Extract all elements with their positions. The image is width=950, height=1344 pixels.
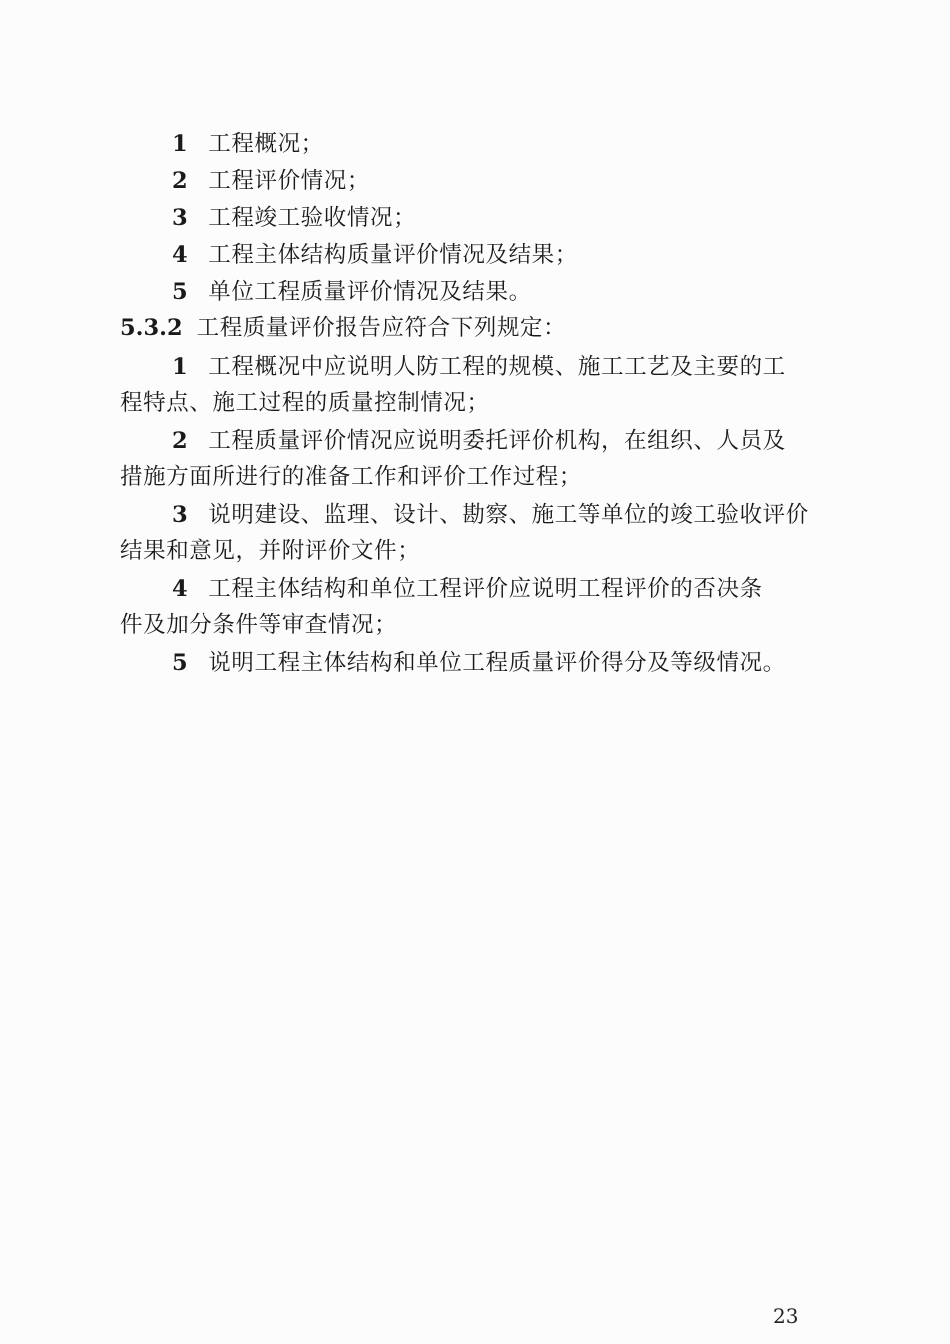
list-item-continuation (120, 388, 490, 418)
item-text: 说明建设、监理、设计、勘察、施工等单位的竣工验收评价 (208, 502, 809, 528)
item-number: 4 (172, 576, 189, 602)
list-item (172, 426, 786, 456)
list-item (172, 240, 578, 270)
item-text: 工程概况中应说明人防工程的规模、施工工艺及主要的工 (208, 354, 786, 380)
item-number: 5 (172, 279, 189, 305)
item-text: 工程主体结构质量评价情况及结果； (208, 242, 578, 268)
item-text: 工程概况； (208, 131, 324, 157)
item-text: 措施方面所进行的准备工作和评价工作过程； (120, 464, 583, 490)
list-item (172, 203, 416, 233)
item-text: 工程质量评价情况应说明委托评价机构，在组织、人员及 (208, 428, 786, 454)
item-number: 4 (172, 242, 189, 268)
clause-heading (120, 313, 566, 343)
list-item-continuation (120, 462, 582, 492)
page-number: 23 (773, 1304, 799, 1328)
list-item (172, 352, 786, 382)
item-text: 工程竣工验收情况； (208, 205, 417, 231)
item-text: 工程主体结构和单位工程评价应说明工程评价的否决条 (208, 576, 763, 602)
clause-number: 5.3.2 (120, 315, 183, 341)
item-text: 单位工程质量评价情况及结果。 (208, 279, 532, 305)
item-text: 结果和意见，并附评价文件； (120, 538, 421, 564)
list-item (172, 166, 370, 196)
item-number: 5 (172, 650, 189, 676)
list-item-continuation (120, 536, 420, 566)
item-text: 程特点、施工过程的质量控制情况； (120, 390, 490, 416)
list-item-continuation (120, 610, 397, 640)
item-number: 1 (172, 354, 189, 380)
item-number: 3 (172, 502, 189, 528)
item-number: 2 (172, 428, 189, 454)
item-text: 件及加分条件等审查情况； (120, 612, 398, 638)
item-text: 说明工程主体结构和单位工程质量评价得分及等级情况。 (208, 650, 786, 676)
list-item (172, 277, 532, 307)
item-number: 3 (172, 205, 189, 231)
item-number: 2 (172, 168, 189, 194)
item-text: 工程评价情况； (208, 168, 370, 194)
list-item (172, 500, 809, 530)
item-number: 1 (172, 131, 189, 157)
list-item (172, 648, 786, 678)
clause-text: 工程质量评价报告应符合下列规定： (196, 315, 567, 341)
list-item (172, 129, 324, 159)
list-item (172, 574, 763, 604)
